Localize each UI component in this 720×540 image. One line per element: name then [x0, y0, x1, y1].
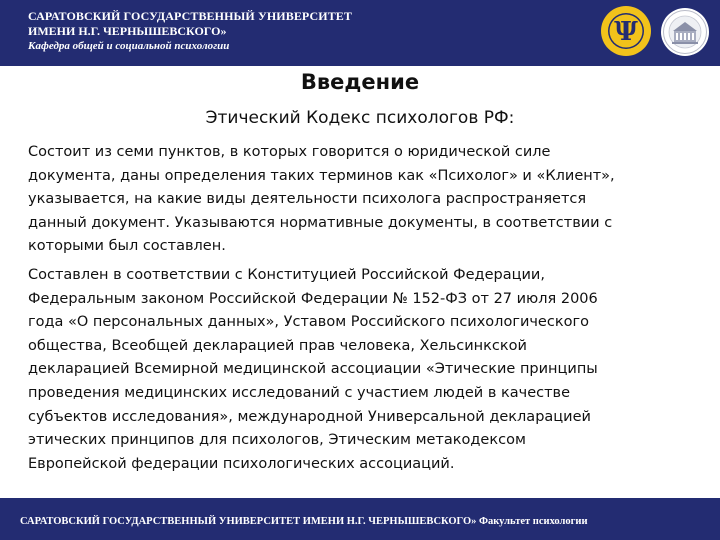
department-name: Кафедра общей и социальной психологии	[28, 40, 230, 52]
slide-subtitle: Этический Кодекс психологов РФ:	[205, 108, 515, 128]
paragraph-2-line: общества, Всеобщей декларацией прав человека, Хельсинкской	[28, 337, 527, 354]
paragraph-2-line: Составлен в соответствии с Конституцией Российской Федерации,	[28, 267, 545, 283]
paragraph-2-line: года «О персональных данных», Уставом Российского психологического	[28, 314, 589, 331]
paragraph-1-line: которыми был составлен.	[28, 238, 226, 255]
university-emblem-logo	[660, 7, 710, 57]
footer-text: САРАТОВСКИЙ ГОСУДАРСТВЕННЫЙ УНИВЕРСИТЕТ ИМЕНИ Н.Г. ЧЕРНЫШЕВСКОГО» Факультет психологии	[20, 516, 588, 527]
paragraph-2-line: этических принципов для психологов, Этическим метакодексом	[28, 432, 526, 449]
paragraph-1	[28, 141, 708, 259]
university-name-line2: ИМЕНИ Н.Г. ЧЕРНЫШЕВСКОГО»	[28, 24, 227, 38]
paragraph-2-line: субъектов исследования», международной Универсальной декларацией	[28, 408, 591, 425]
paragraph-2	[28, 264, 708, 476]
paragraph-2-line: Федеральным законом Российской Федерации № 152-ФЗ от 27 июля 2006	[28, 290, 598, 307]
psi-symbol: Ψ	[614, 17, 638, 47]
paragraph-1-line: Состоит из семи пунктов, в которых говорится о юридической силе	[28, 144, 551, 160]
paragraph-1-line: указывается, на какие виды деятельности психолога распространяется	[28, 191, 587, 208]
slide-title: Введение	[300, 70, 420, 94]
footer-band	[0, 498, 720, 540]
header-band	[0, 0, 720, 66]
paragraph-2-line: декларацией Всемирной медицинской ассоциации «Этические принципы	[28, 361, 598, 378]
paragraph-1-line: данный документ. Указываются нормативные документы, в соответствии с	[28, 214, 613, 231]
faculty-psychology-logo	[600, 5, 652, 57]
paragraph-2-line: проведения медицинских исследований с участием людей в качестве	[28, 384, 571, 401]
paragraph-1-line: документа, даны определения таких терминов как «Психолог» и «Клиент»,	[28, 167, 615, 184]
university-name-line1: САРАТОВСКИЙ ГОСУДАРСТВЕННЫЙ УНИВЕРСИТЕТ	[28, 9, 353, 23]
paragraph-2-line: Европейской федерации психологических ассоциаций.	[28, 455, 455, 472]
